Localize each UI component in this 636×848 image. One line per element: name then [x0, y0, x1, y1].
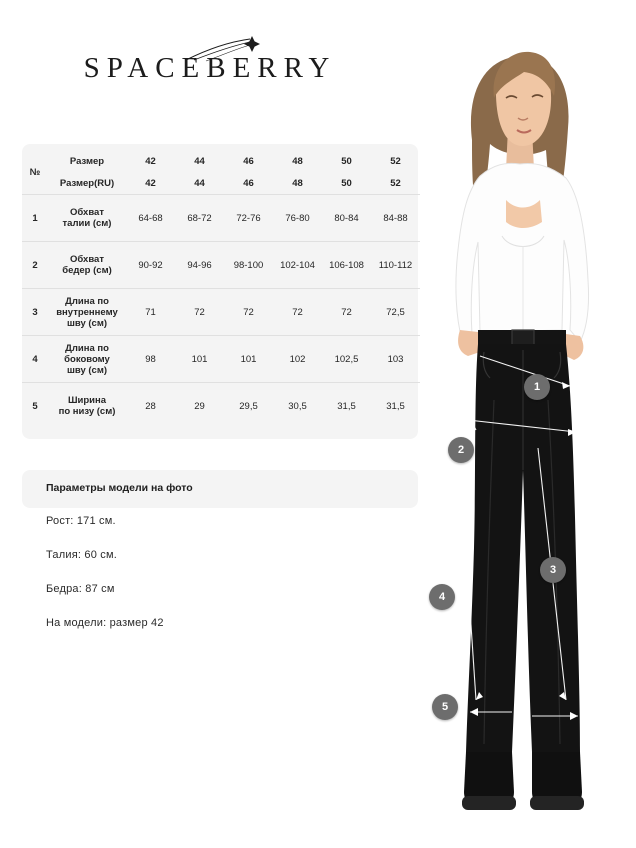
cell-r1-c5: 80-84 [334, 212, 359, 224]
header-size-5: 50 [341, 155, 352, 167]
header-size-ru-6: 52 [390, 177, 401, 189]
header-size-label: Размер [69, 155, 105, 167]
header-size-ru-4: 48 [292, 177, 303, 189]
cell-r1-c2: 68-72 [187, 212, 212, 224]
table-row [22, 336, 420, 382]
cell-r5-c3: 29,5 [239, 400, 258, 412]
cell-r3-c3: 72 [243, 306, 254, 318]
model-illustration [420, 0, 636, 848]
header-size-1: 42 [145, 155, 156, 167]
cell-r5-c6: 31,5 [386, 400, 405, 412]
table-row [22, 383, 420, 429]
size-chart-table [22, 150, 420, 429]
table-row [22, 289, 420, 335]
model-params-list [46, 515, 376, 651]
table-header-row-ru [22, 172, 420, 194]
brand-logo [0, 52, 420, 85]
model-params-card [22, 470, 418, 508]
row-label: Длина по боковому шву (см) [64, 342, 110, 376]
row-number: 5 [32, 400, 38, 412]
measure-badge-2: 2 [448, 437, 474, 463]
row-number: 4 [32, 353, 38, 365]
header-num: № [29, 166, 41, 178]
cell-r3-c1: 71 [145, 306, 156, 318]
cell-r3-c4: 72 [292, 306, 303, 318]
measure-badge-3: 3 [540, 557, 566, 583]
row-number: 2 [32, 259, 38, 271]
model-param-2: Талия: 60 см. [46, 549, 117, 561]
shooting-star-icon [184, 36, 274, 62]
cell-r4-c2: 101 [191, 353, 208, 365]
table-row [22, 195, 420, 241]
cell-r3-c2: 72 [194, 306, 205, 318]
cell-r2-c5: 106-108 [329, 259, 364, 271]
row-label: Обхват талии (см) [62, 207, 112, 229]
row-label: Ширина по низу (см) [58, 395, 116, 417]
size-chart-card [22, 144, 418, 439]
cell-r3-c5: 72 [341, 306, 352, 318]
cell-r5-c2: 29 [194, 400, 205, 412]
cell-r1-c1: 64-68 [138, 212, 163, 224]
row-number: 3 [32, 306, 38, 318]
cell-r4-c6: 103 [387, 353, 404, 365]
row-label: Длина по внутреннему шву (см) [56, 295, 118, 329]
row-number: 1 [32, 212, 38, 224]
header-size-ru-2: 44 [194, 177, 205, 189]
cell-r2-c4: 102-104 [280, 259, 315, 271]
cell-r3-c6: 72,5 [386, 306, 405, 318]
table-header-row [22, 150, 420, 172]
cell-r1-c3: 72-76 [236, 212, 261, 224]
measure-badge-1: 1 [524, 374, 550, 400]
header-size-4: 48 [292, 155, 303, 167]
header-size-ru-1: 42 [145, 177, 156, 189]
header-size-ru-3: 46 [243, 177, 254, 189]
brand-name: SPACEBERRY [83, 52, 337, 84]
cell-r1-c4: 76-80 [285, 212, 310, 224]
header-size-3: 46 [243, 155, 254, 167]
cell-r4-c3: 101 [240, 353, 257, 365]
row-label: Обхват бедер (см) [62, 254, 112, 276]
header-size-ru-label: Размер(RU) [59, 177, 115, 189]
measure-badge-5: 5 [432, 694, 458, 720]
cell-r4-c1: 98 [145, 353, 156, 365]
header-size-2: 44 [194, 155, 205, 167]
model-param-4: На модели: размер 42 [46, 617, 164, 629]
model-params-title: Параметры модели на фото [46, 482, 193, 494]
cell-r2-c1: 90-92 [138, 259, 163, 271]
header-size-ru-5: 50 [341, 177, 352, 189]
cell-r4-c5: 102,5 [334, 353, 359, 365]
cell-r2-c2: 94-96 [187, 259, 212, 271]
cell-r2-c6: 110-112 [378, 259, 413, 271]
cell-r5-c1: 28 [145, 400, 156, 412]
header-size-6: 52 [390, 155, 401, 167]
model-param-1: Рост: 171 см. [46, 515, 116, 527]
cell-r2-c3: 98-100 [233, 259, 264, 271]
model-photo [420, 0, 636, 848]
measure-badge-4: 4 [429, 584, 455, 610]
table-row [22, 242, 420, 288]
cell-r4-c4: 102 [289, 353, 306, 365]
cell-r5-c4: 30,5 [288, 400, 307, 412]
model-param-3: Бедра: 87 см [46, 583, 115, 595]
cell-r5-c5: 31,5 [337, 400, 356, 412]
cell-r1-c6: 84-88 [383, 212, 408, 224]
